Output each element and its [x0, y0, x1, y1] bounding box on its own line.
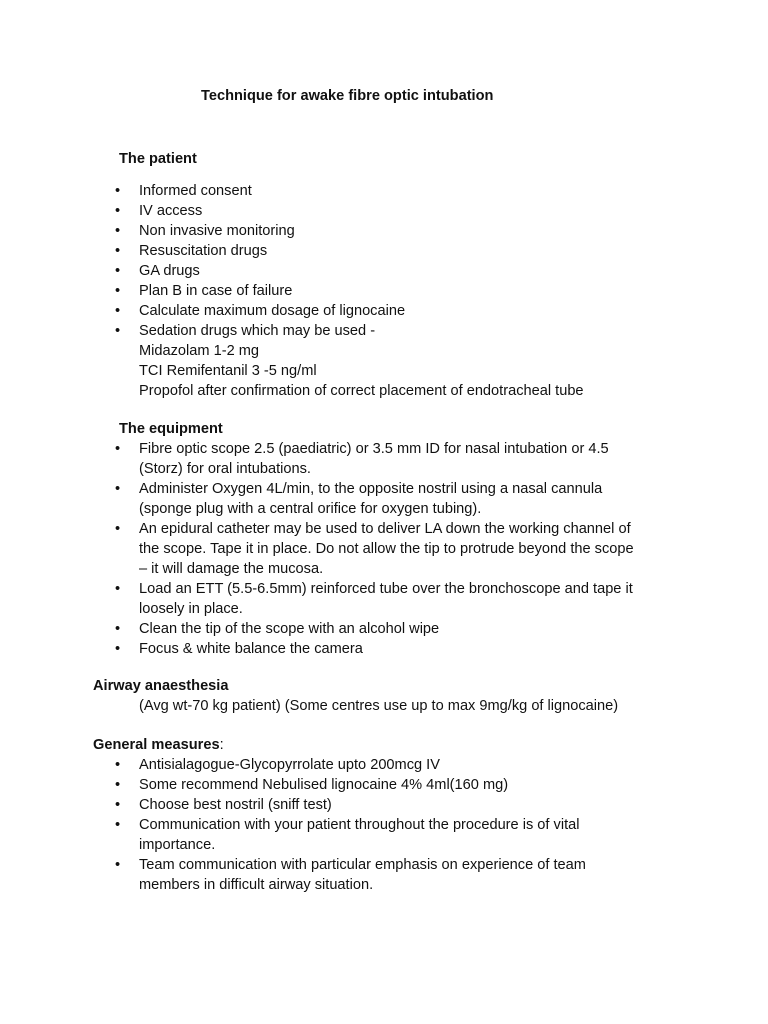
list-item-line: importance.: [139, 837, 216, 853]
list-item-line: GA drugs: [139, 263, 200, 279]
list-item: [110, 519, 670, 579]
list-item: [110, 639, 670, 659]
bullet-icon: •: [115, 283, 121, 299]
bullet-icon: •: [115, 263, 121, 279]
bullet-icon: •: [115, 521, 121, 537]
list-item: [110, 755, 670, 775]
list-item-line: members in difficult airway situation.: [139, 877, 374, 893]
list-item: [110, 301, 670, 321]
list-item: [110, 221, 670, 241]
list-item-line: Load an ETT (5.5-6.5mm) reinforced tube over the bronchoscope and tape it: [139, 581, 633, 597]
list-item: [110, 439, 670, 479]
list-item-line: An epidural catheter may be used to deliver LA down the working channel of: [139, 521, 631, 537]
list-item-line: Calculate maximum dosage of lignocaine: [139, 303, 406, 319]
bullet-icon: •: [115, 621, 121, 637]
list-item: [110, 181, 670, 201]
list-item: [110, 241, 670, 261]
list-item-line: Some recommend Nebulised lignocaine 4% 4ml(160 mg): [139, 777, 509, 793]
list-item: [110, 281, 670, 301]
bullet-icon: •: [115, 581, 121, 597]
list-item-line: Communication with your patient throughout the procedure is of vital: [139, 817, 580, 833]
list-item: [110, 815, 670, 855]
list-item-line: Sedation drugs which may be used -: [139, 323, 376, 339]
list-item-line: Fibre optic scope 2.5 (paediatric) or 3.5 mm ID for nasal intubation or 4.5: [139, 441, 609, 457]
list-item-line: (sponge plug with a central orifice for oxygen tubing).: [139, 501, 482, 517]
list-item-line: Team communication with particular emphasis on experience of team: [139, 857, 586, 873]
list-item-line: Clean the tip of the scope with an alcohol wipe: [139, 621, 440, 637]
bullet-icon: •: [115, 817, 121, 833]
list-item-line: Focus & white balance the camera: [139, 641, 363, 657]
list-item: [110, 321, 670, 401]
patient-list: [110, 181, 670, 401]
bullet-icon: •: [115, 223, 121, 239]
airway-heading: Airway anaesthesia: [93, 678, 229, 694]
bullet-icon: •: [115, 243, 121, 259]
list-item-line: Choose best nostril (sniff test): [139, 797, 332, 813]
equipment-heading: The equipment: [119, 421, 223, 437]
list-item-line: (Storz) for oral intubations.: [139, 461, 311, 477]
bullet-icon: •: [115, 441, 121, 457]
list-item-line: IV access: [139, 203, 203, 219]
bullet-icon: •: [115, 481, 121, 497]
list-item-line: loosely in place.: [139, 601, 243, 617]
equipment-list: [110, 439, 670, 659]
list-item: [110, 579, 670, 619]
general-list: [110, 755, 670, 895]
list-item: [110, 619, 670, 639]
list-item: [110, 479, 670, 519]
list-item: [110, 855, 670, 895]
list-item: [110, 795, 670, 815]
bullet-icon: •: [115, 797, 121, 813]
list-item: [110, 775, 670, 795]
patient-heading: The patient: [119, 151, 197, 167]
list-item-line: Propofol after confirmation of correct placement of endotracheal tube: [139, 383, 584, 399]
list-item-line: Informed consent: [139, 183, 252, 199]
list-item-line: Non invasive monitoring: [139, 223, 295, 239]
list-item-line: Antisialagogue-Glycopyrrolate upto 200mcg IV: [139, 757, 440, 773]
bullet-icon: •: [115, 777, 121, 793]
general-heading-text: General measures: [93, 737, 220, 753]
bullet-icon: •: [115, 757, 121, 773]
bullet-icon: •: [115, 323, 121, 339]
bullet-icon: •: [115, 303, 121, 319]
bullet-icon: •: [115, 857, 121, 873]
list-item-line: Midazolam 1-2 mg: [139, 343, 260, 359]
airway-note: (Avg wt-70 kg patient) (Some centres use up to max 9mg/kg of lignocaine): [139, 698, 619, 714]
list-item-line: Resuscitation drugs: [139, 243, 268, 259]
general-heading: [93, 735, 224, 755]
list-item-line: Plan B in case of failure: [139, 283, 293, 299]
bullet-icon: •: [115, 183, 121, 199]
list-item-line: TCI Remifentanil 3 -5 ng/ml: [139, 363, 317, 379]
list-item: [110, 261, 670, 281]
list-item-line: – it will damage the mucosa.: [139, 561, 324, 577]
document-title: Technique for awake fibre optic intubation: [201, 88, 494, 104]
bullet-icon: •: [115, 203, 121, 219]
list-item-line: Administer Oxygen 4L/min, to the opposite nostril using a nasal cannula: [139, 481, 603, 497]
bullet-icon: •: [115, 641, 121, 657]
general-heading-colon: :: [219, 737, 224, 753]
list-item-line: the scope. Tape it in place. Do not allow the tip to protrude beyond the scope: [139, 541, 634, 557]
list-item: [110, 201, 670, 221]
